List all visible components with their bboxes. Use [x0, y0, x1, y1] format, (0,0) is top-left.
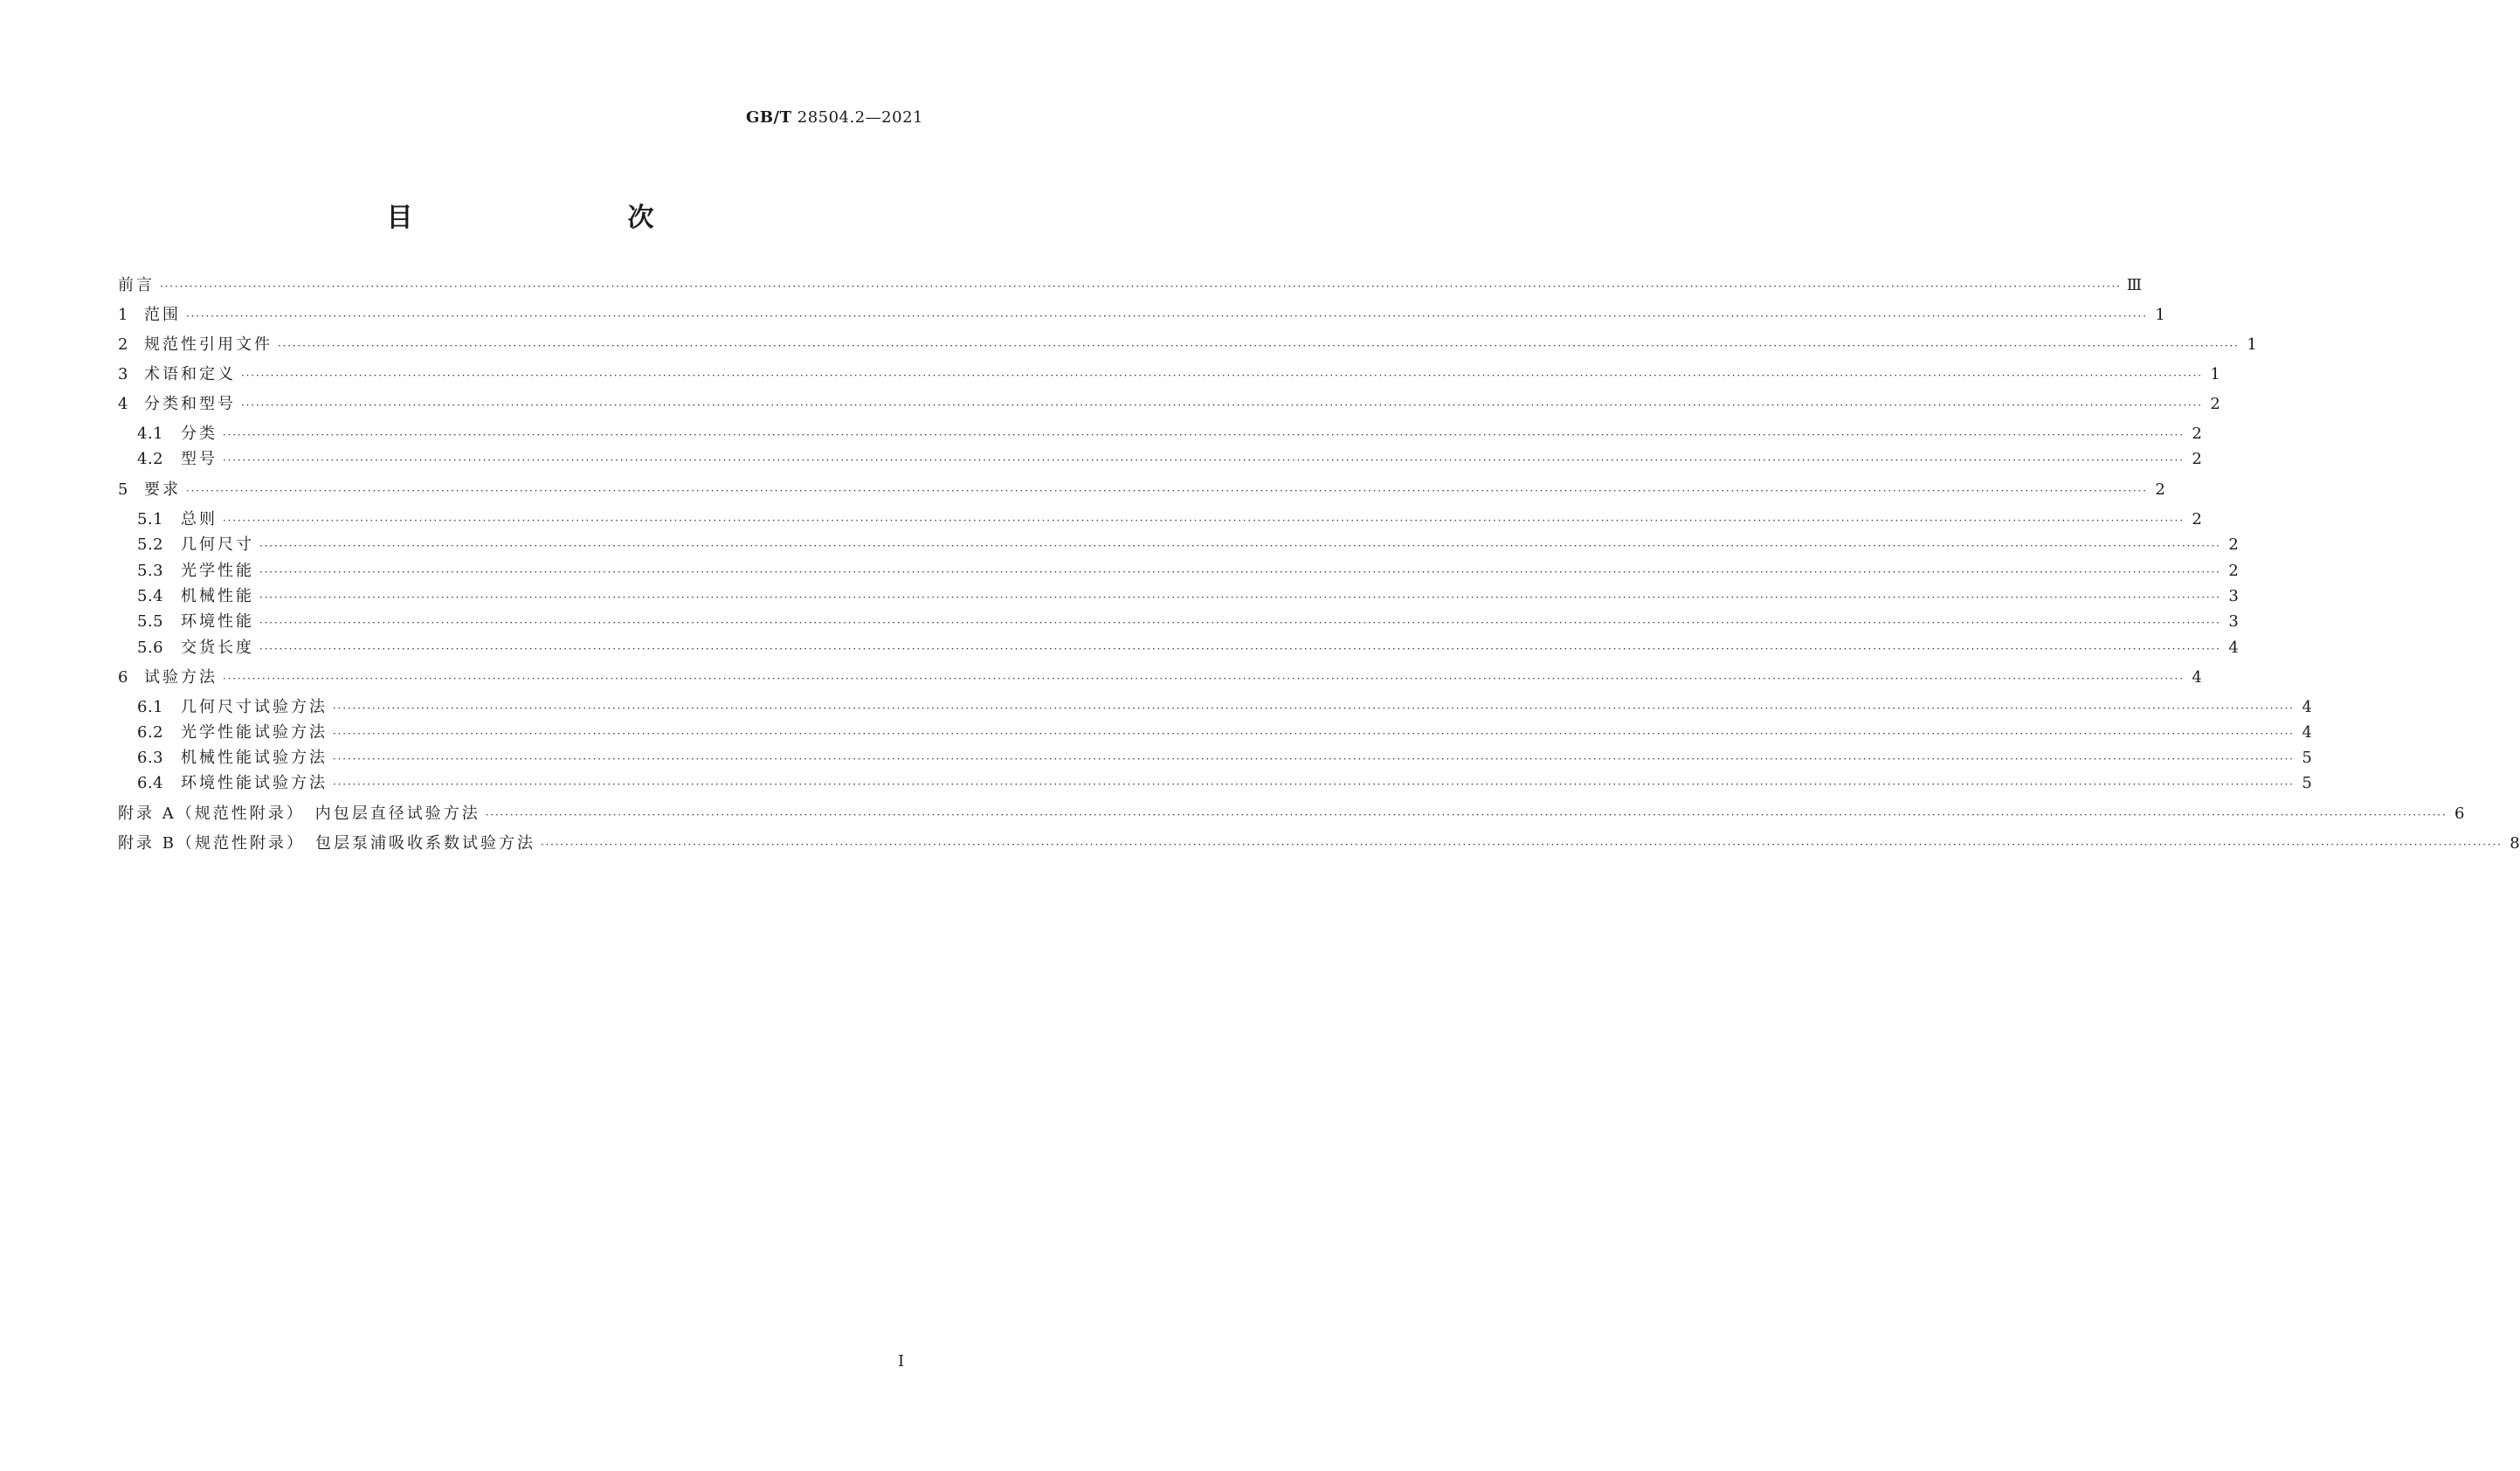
toc-entry[interactable]: [118, 362, 2220, 383]
standard-prefix: GB/T: [745, 108, 792, 127]
toc-entry-page: 4: [2192, 668, 2202, 687]
toc-leader-dots: ················································································································································································································································································································································································································: [223, 429, 2185, 441]
toc-entry-label: 机械性能试验方法: [181, 749, 328, 767]
toc-entry-page: 2: [2192, 510, 2202, 528]
toc-entry-label: 几何尺寸试验方法: [181, 698, 328, 716]
toc-entry-label: 附录 B（规范性附录） 包层泵浦吸收系数试验方法: [118, 834, 535, 853]
toc-entry-page: 2: [2155, 480, 2165, 499]
toc-entry-page: Ⅲ: [2126, 276, 2143, 294]
toc-leader-dots: ················································································································································································································································································································································································································: [333, 753, 2295, 765]
toc-entry[interactable]: [137, 720, 2312, 742]
toc-entry-number: 5.4: [137, 587, 164, 605]
toc-leader-dots: ················································································································································································································································································································································································································: [259, 643, 2221, 655]
toc-leader-dots: ················································································································································································································································································································································································································: [485, 809, 2448, 821]
toc-entry-label: 光学性能试验方法: [181, 723, 328, 742]
toc-entry[interactable]: [118, 391, 2220, 413]
toc-entry-label: 型号: [181, 450, 217, 468]
toc-entry[interactable]: [137, 507, 2202, 528]
toc-entry[interactable]: [118, 801, 2465, 823]
standard-code: [746, 108, 923, 127]
toc-entry-label: 机械性能: [181, 587, 254, 605]
toc-entry-number: 4.1: [137, 425, 164, 443]
toc-entry-number: 2: [118, 335, 128, 354]
toc-entry-label: 总则: [181, 510, 217, 528]
toc-leader-dots: ················································································································································································································································································································································································································: [241, 369, 2203, 382]
toc-entry-page: 5: [2302, 774, 2312, 792]
toc-entry[interactable]: [137, 635, 2239, 657]
toc-entry[interactable]: [137, 609, 2239, 631]
toc-entry[interactable]: [118, 332, 2257, 354]
toc-entry-number: 5.3: [137, 562, 164, 580]
toc-entry-number: 3: [118, 365, 128, 383]
toc-entry-label: 交货长度: [181, 639, 254, 657]
toc-entry-label: 分类和型号: [144, 395, 236, 413]
toc-title: 目 次: [386, 203, 708, 233]
toc-entry-label: 范围: [144, 306, 181, 324]
toc-entry[interactable]: [137, 446, 2202, 468]
toc-leader-dots: ················································································································································································································································································································································································································: [259, 591, 2221, 604]
toc-entry-page: 4: [2302, 723, 2312, 742]
toc-entry-number: 5: [118, 480, 128, 499]
toc-leader-dots: ················································································································································································································································································································································································································: [259, 566, 2221, 578]
toc-leader-dots: ················································································································································································································································································································································································································: [223, 454, 2185, 466]
toc-entry[interactable]: [137, 584, 2239, 605]
toc-entry-label: 要求: [144, 480, 181, 499]
toc-leader-dots: ················································································································································································································································································································································································································: [333, 728, 2295, 740]
toc-leader-dots: ················································································································································································································································································································································································································: [278, 340, 2240, 352]
toc-entry-page: 2: [2228, 535, 2239, 554]
toc-leader-dots: ················································································································································································································································································································································································································: [160, 280, 2122, 293]
toc-leader-dots: ················································································································································································································································································································································································································: [259, 540, 2221, 552]
toc-entry-page: 4: [2228, 639, 2239, 657]
toc-leader-dots: ················································································································································································································································································································································································································: [333, 702, 2295, 715]
toc-entry-number: 5.1: [137, 510, 164, 528]
toc-entry-label: 附录 A（规范性附录） 内包层直径试验方法: [118, 805, 480, 823]
toc-entry-page: 3: [2228, 587, 2239, 605]
toc-entry-number: 5.6: [137, 639, 164, 657]
toc-leader-dots: ················································································································································································································································································································································································································: [540, 839, 2503, 851]
toc-entry-label: 光学性能: [181, 562, 254, 580]
toc-entry-page: 2: [2192, 450, 2202, 468]
toc-entry[interactable]: [118, 477, 2165, 499]
toc-entry-label: 术语和定义: [144, 365, 236, 383]
toc-leader-dots: ················································································································································································································································································································································································································: [223, 673, 2185, 685]
toc-leader-dots: ················································································································································································································································································································································································································: [223, 515, 2185, 527]
toc-entry-label: 环境性能试验方法: [181, 774, 328, 792]
toc-leader-dots: ················································································································································································································································································································································································································: [333, 778, 2295, 791]
toc-entry-number: 6.4: [137, 774, 164, 792]
toc-entry-page: 4: [2302, 698, 2312, 716]
toc-entry[interactable]: [137, 421, 2202, 443]
toc-leader-dots: ················································································································································································································································································································································································································: [186, 485, 2148, 497]
toc-entry[interactable]: [137, 532, 2239, 554]
toc-entry-number: 6.2: [137, 723, 164, 742]
toc-entry-number: 4.2: [137, 450, 164, 468]
toc-entry-number: 6.3: [137, 749, 164, 767]
toc-entry[interactable]: [118, 273, 2143, 294]
page-number: I: [898, 1352, 905, 1371]
toc-entry-page: 3: [2228, 612, 2239, 631]
standard-number: 28504.2—2021: [797, 108, 923, 127]
toc-entry[interactable]: [118, 302, 2165, 324]
toc-leader-dots: ················································································································································································································································································································································································································: [241, 399, 2203, 411]
toc-entry-page: 2: [2228, 562, 2239, 580]
toc-entry-page: 2: [2192, 425, 2202, 443]
toc-entry[interactable]: [137, 770, 2312, 792]
toc-entry-label: 规范性引用文件: [144, 335, 273, 354]
toc-entry-label: 分类: [181, 425, 217, 443]
toc-entry-page: 5: [2302, 749, 2312, 767]
toc-leader-dots: ················································································································································································································································································································································································································: [259, 617, 2221, 629]
toc-entry[interactable]: [137, 558, 2239, 580]
toc-entry-number: 6: [118, 668, 128, 687]
toc-entry-page: 1: [2210, 365, 2220, 383]
toc-entry-label: 试验方法: [144, 668, 217, 687]
toc-entry-page: 8: [2510, 834, 2520, 853]
toc-entry-page: 1: [2155, 306, 2165, 324]
toc-entry-number: 5.5: [137, 612, 164, 631]
toc-entry-label: 环境性能: [181, 612, 254, 631]
toc-entry-number: 6.1: [137, 698, 164, 716]
toc-entry-number: 1: [118, 306, 128, 324]
toc-entry-number: 4: [118, 395, 128, 413]
toc-entry-page: 2: [2210, 395, 2220, 413]
toc-entry[interactable]: [118, 665, 2202, 687]
toc-entry-number: 5.2: [137, 535, 164, 554]
toc-entry[interactable]: [118, 831, 2520, 853]
toc-entry[interactable]: [137, 694, 2312, 716]
toc-entry[interactable]: [137, 745, 2312, 767]
toc-entry-page: 6: [2454, 805, 2465, 823]
toc-leader-dots: ················································································································································································································································································································································································································: [186, 310, 2148, 322]
toc-entry-label: 前言: [118, 276, 155, 294]
toc-entry-page: 1: [2247, 335, 2257, 354]
toc-entry-label: 几何尺寸: [181, 535, 254, 554]
